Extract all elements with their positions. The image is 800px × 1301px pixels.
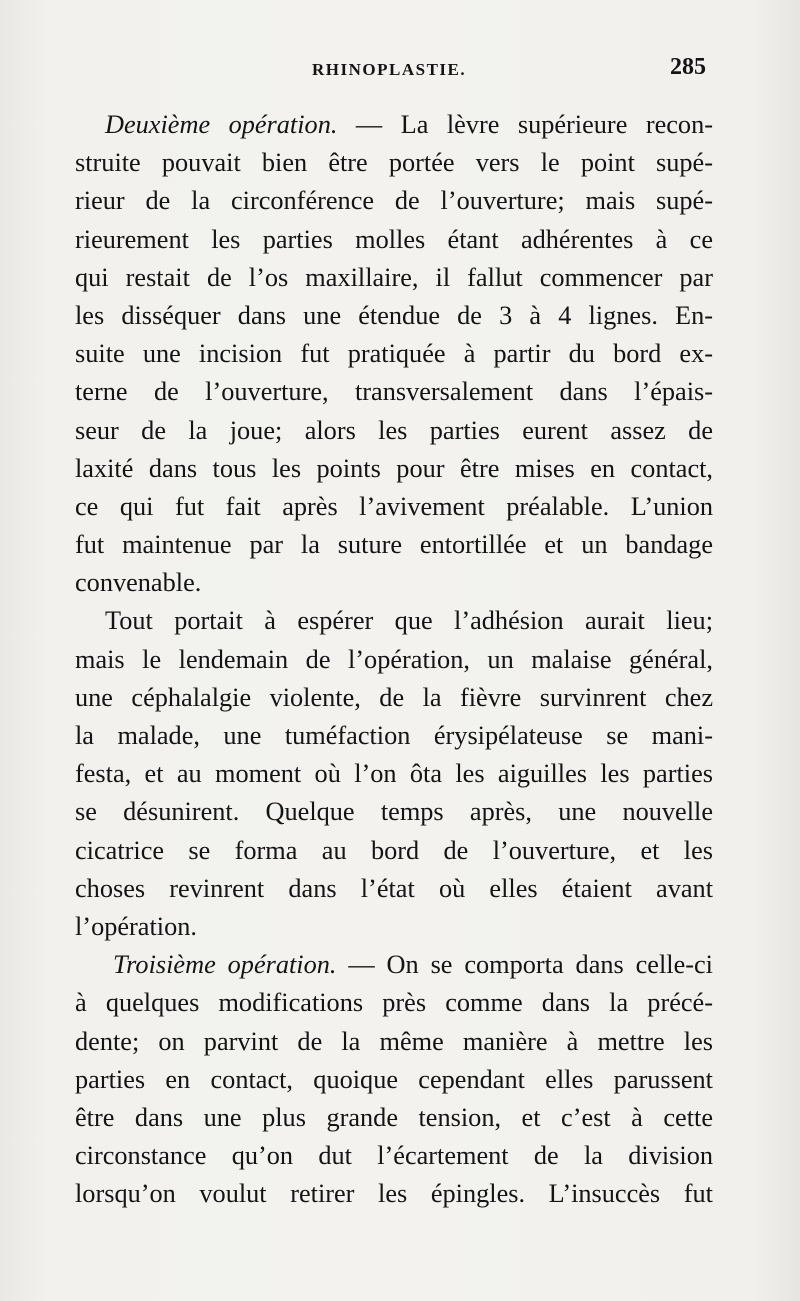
page-header (70, 56, 710, 90)
text-line: rieur de la circonférence de l’ouverture; mais supé- (75, 186, 713, 216)
text-line: Deuxième opération. — La lèvre supérieure recon- (105, 110, 713, 139)
text-line: l’opération. (75, 911, 197, 941)
text-line: ce qui fut fait après l’avivement préalable. L’union (75, 491, 713, 521)
text-line: terne de l’ouverture, transversalement dans l’épais- (75, 377, 713, 407)
text-line: choses revinrent dans l’état où elles étaient avant (75, 873, 713, 903)
paragraph-suites (75, 602, 713, 946)
text-line: qui restait de l’os maxillaire, il fallut commencer par (75, 262, 713, 292)
text-line: laxité dans tous les points pour être mises en contact, (75, 453, 713, 483)
text-line: les disséquer dans une étendue de 3 à 4 lignes. En- (75, 300, 713, 330)
text-line: convenable. (75, 568, 202, 598)
body-text (75, 106, 713, 1213)
text-line: suite une incision fut pratiquée à partir du bord ex- (75, 339, 713, 369)
section-lead: Deuxième opération. (105, 110, 338, 139)
text-line: dente; on parvint de la même manière à mettre les (75, 1026, 713, 1056)
text-line: une céphalalgie violente, de la fièvre survinrent chez (75, 682, 713, 712)
paragraph-deuxieme-operation (75, 106, 713, 602)
text-line: circonstance qu’on dut l’écartement de la division (75, 1141, 713, 1171)
text-line: Troisième opération. — On se comporta dans celle-ci (113, 950, 713, 980)
paragraph-troisieme-operation (75, 946, 713, 1213)
text-line: être dans une plus grande tension, et c’est à cette (75, 1102, 713, 1132)
text-line: fut maintenue par la suture entortillée et un bandage (75, 530, 713, 560)
text-line: mais le lendemain de l’opération, un malaise général, (75, 644, 713, 674)
text-line: à quelques modifications près comme dans la précé- (75, 988, 713, 1018)
section-lead: Troisième opération. (113, 950, 337, 980)
text-line: seur de la joue; alors les parties eurent assez de (75, 415, 713, 445)
text-line: la malade, une tuméfaction érysipélateuse se mani- (75, 721, 713, 750)
running-title: RHINOPLASTIE. (312, 60, 467, 79)
text-line: lorsqu’on voulut retirer les épingles. L’insuccès fut (75, 1179, 713, 1209)
text-line: struite pouvait bien être portée vers le point supé- (75, 148, 713, 178)
text-line: cicatrice se forma au bord de l’ouverture, et les (75, 835, 713, 865)
text-line: Tout portait à espérer que l’adhésion aurait lieu; (105, 606, 713, 636)
text-line: parties en contact, quoique cependant elles parussent (75, 1064, 713, 1094)
text-line: festa, et au moment où l’on ôta les aiguilles les parties (75, 759, 713, 789)
text-line: rieurement les parties molles étant adhérentes à ce (75, 224, 713, 254)
text-line: se désunirent. Quelque temps après, une nouvelle (75, 797, 713, 827)
page-number: 285 (670, 54, 706, 80)
